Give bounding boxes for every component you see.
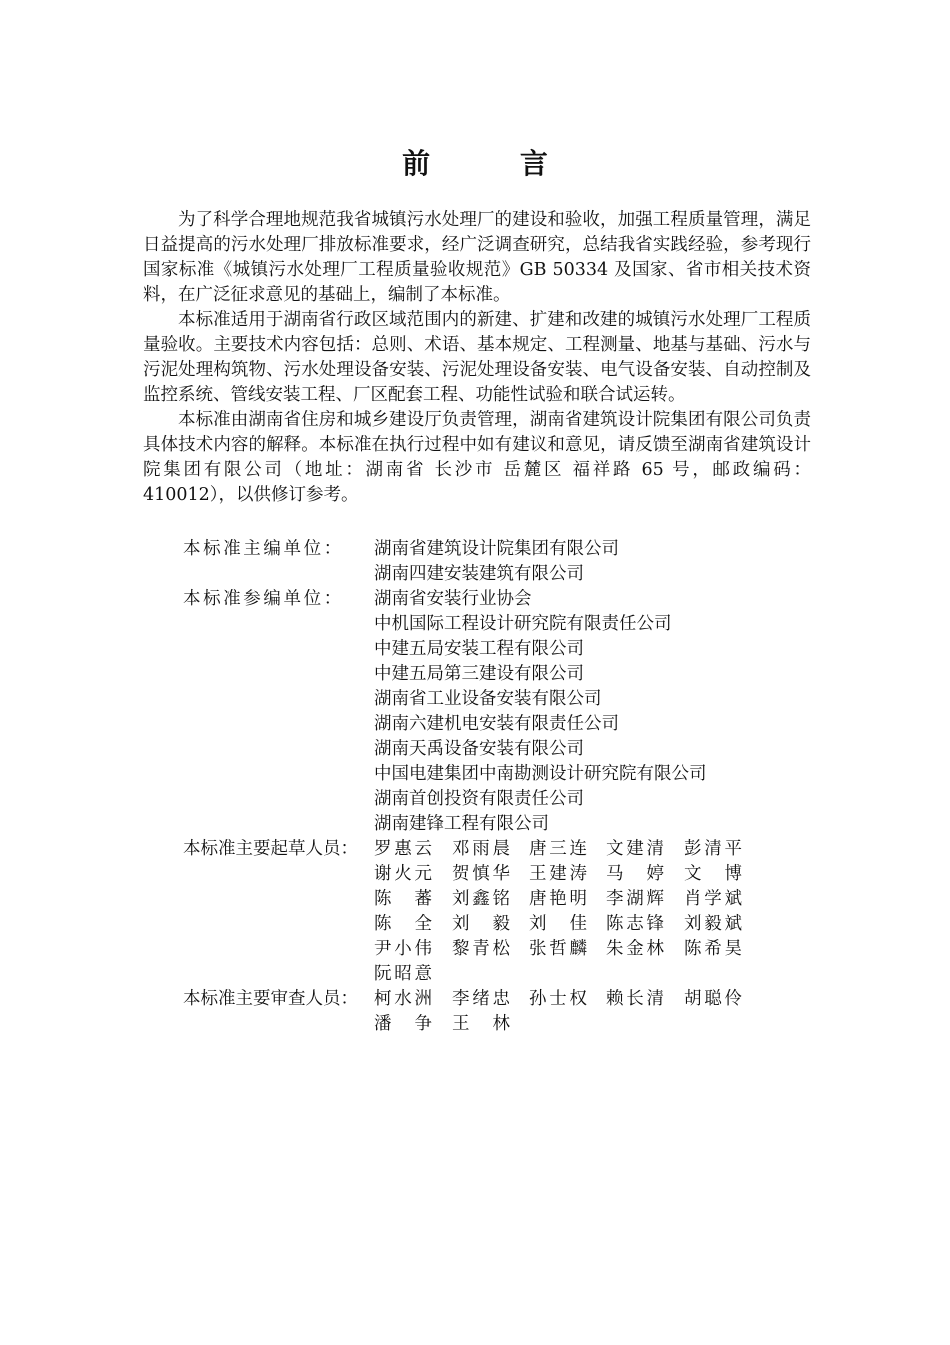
drafter-name: 王建涛 [529, 864, 587, 884]
preface-body [143, 208, 811, 508]
paragraph-management: 本标准由湖南省住房和城乡建设厅负责管理，湖南省建筑设计院集团有限公司负责具体技术内容的解释。本标准在执行过程中如有建议和意见，请反馈至湖南省建筑设计院集团有限公司（地址：湖南省 长沙市 岳麓区 福祥路 65 号，邮政编码：410012），以供修订参考。 [143, 410, 811, 505]
drafter-name: 肖学斌 [684, 889, 742, 909]
participating-unit-item: 中建五局第三建设有限公司 [374, 664, 584, 684]
chief-units-list [374, 537, 803, 587]
reviewer-name: 赖长清 [606, 989, 664, 1009]
drafter-name: 谢火元 [374, 864, 432, 884]
drafters-group [183, 837, 803, 987]
participating-unit-item: 湖南六建机电安装有限责任公司 [374, 714, 619, 734]
drafter-name: 李湖辉 [606, 889, 664, 909]
reviewers-group [183, 987, 803, 1037]
drafter-name: 陈 全 [374, 914, 432, 934]
participating-unit-item: 湖南省工业设备安装有限公司 [374, 689, 602, 709]
participating-unit-item: 湖南天禹设备安装有限公司 [374, 739, 584, 759]
drafter-name: 陈 蕃 [374, 889, 432, 909]
drafter-name: 刘 佳 [529, 914, 587, 934]
drafter-name: 马 婷 [606, 864, 664, 884]
drafter-name: 阮昭意 [374, 964, 432, 984]
reviewer-name: 孙士权 [529, 989, 587, 1009]
drafter-name: 刘 毅 [452, 914, 510, 934]
drafter-name: 彭清平 [684, 839, 742, 859]
reviewer-name: 王 林 [452, 1014, 510, 1034]
chief-units-group [183, 537, 803, 587]
drafter-name: 罗惠云 [374, 839, 432, 859]
drafter-name: 贺慎华 [452, 864, 510, 884]
drafter-name: 唐三连 [529, 839, 587, 859]
reviewer-name: 胡聪伶 [684, 989, 742, 1009]
participating-unit-item: 中建五局安装工程有限公司 [374, 639, 584, 659]
drafter-name: 尹小伟 [374, 939, 432, 959]
participating-units-list [374, 587, 803, 837]
drafter-name: 文建清 [606, 839, 664, 859]
chief-units-label: 本标准主编单位： [183, 539, 344, 559]
drafters-list [374, 837, 803, 987]
participating-unit-item: 中国电建集团中南勘测设计研究院有限公司 [374, 764, 707, 784]
reviewer-name: 潘 争 [374, 1014, 432, 1034]
participating-unit-item: 湖南建锋工程有限公司 [374, 814, 549, 834]
reviewer-name: 柯水洲 [374, 989, 432, 1009]
participating-units-group [183, 587, 803, 837]
drafter-name: 刘鑫铭 [452, 889, 510, 909]
drafter-name: 张哲麟 [529, 939, 587, 959]
participating-unit-item: 中机国际工程设计研究院有限责任公司 [374, 614, 672, 634]
reviewer-name: 李绪忠 [452, 989, 510, 1009]
paragraph-purpose: 为了科学合理地规范我省城镇污水处理厂的建设和验收，加强工程质量管理，满足日益提高的污水处理厂排放标准要求，经广泛调查研究，总结我省实践经验，参考现行国家标准《城镇污水处理厂工程质量验收规范》GB 50334 及国家、省市相关技术资料，在广泛征求意见的基础上，编制了本标准。 [143, 210, 811, 305]
drafter-name: 邓雨晨 [452, 839, 510, 859]
reviewers-label: 本标准主要审查人员： [183, 989, 358, 1009]
reviewers-list [374, 987, 803, 1037]
drafter-name: 黎青松 [452, 939, 510, 959]
drafters-label: 本标准主要起草人员： [183, 839, 358, 859]
chief-unit-item: 湖南省建筑设计院集团有限公司 [374, 539, 619, 559]
participating-unit-item: 湖南首创投资有限责任公司 [374, 789, 584, 809]
drafter-name: 刘毅斌 [684, 914, 742, 934]
paragraph-scope: 本标准适用于湖南省行政区域范围内的新建、扩建和改建的城镇污水处理厂工程质量验收。主要技术内容包括：总则、术语、基本规定、工程测量、地基与基础、污水与污泥处理构筑物、污水处理设备安装、污泥处理设备安装、电气设备安装、自动控制及监控系统、管线安装工程、厂区配套工程、功能性试验和联合试运转。 [143, 310, 811, 405]
participating-unit-item: 湖南省安装行业协会 [374, 589, 532, 609]
drafter-name: 文 博 [684, 864, 742, 884]
chief-unit-item: 湖南四建安装建筑有限公司 [374, 564, 584, 584]
drafter-name: 陈志锋 [606, 914, 664, 934]
participating-units-label: 本标准参编单位： [183, 589, 344, 609]
credits-section [183, 537, 803, 1037]
drafter-name: 朱金林 [606, 939, 664, 959]
page-title: 前 言 [402, 147, 588, 180]
drafter-name: 陈希昊 [684, 939, 742, 959]
drafter-name: 唐艳明 [529, 889, 587, 909]
